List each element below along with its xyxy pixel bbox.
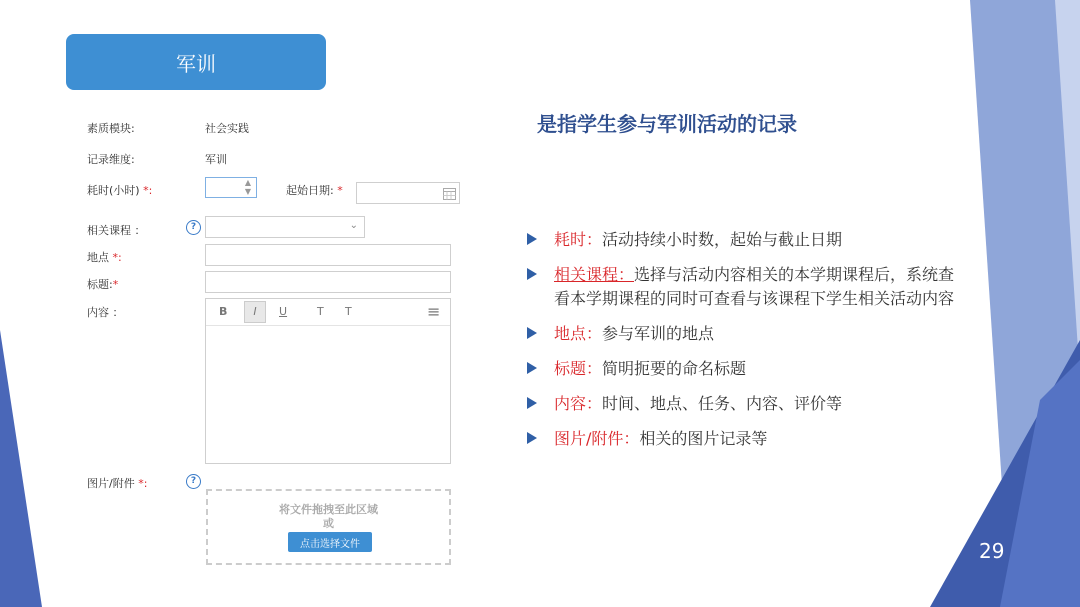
- stepper-down-icon[interactable]: ▼: [244, 187, 251, 196]
- drop-or-text: 或: [323, 517, 334, 530]
- italic-button[interactable]: I: [244, 301, 266, 323]
- menu-icon[interactable]: ≡: [427, 302, 441, 321]
- chevron-down-icon: ⌄: [349, 220, 358, 231]
- underline-button[interactable]: U: [279, 305, 288, 318]
- quality-module-label: 素质模块:: [87, 122, 135, 135]
- content-editor[interactable]: [205, 298, 451, 464]
- help-icon[interactable]: ?: [186, 220, 201, 235]
- start-date-input[interactable]: [356, 182, 460, 204]
- drop-instruction: 将文件拖拽至此区域: [279, 503, 378, 516]
- related-course-select[interactable]: [205, 216, 365, 238]
- font-size-decrease-button[interactable]: T: [345, 305, 352, 318]
- bullet-arrow-icon: [527, 432, 537, 444]
- editor-toolbar: [206, 299, 450, 326]
- bullet-arrow-icon: [527, 397, 537, 409]
- bullet-arrow-icon: [527, 268, 537, 280]
- slide-title: 军训: [66, 34, 326, 90]
- quality-module-value: 社会实践: [205, 122, 249, 135]
- list-item: 内容：时间、地点、任务、内容、评价等: [527, 392, 957, 416]
- record-dimension-value: 军训: [205, 153, 227, 166]
- hours-label: 耗时(小时) *:: [87, 184, 153, 197]
- title-label: 标题:*: [87, 278, 119, 291]
- content-label: 内容 ：: [87, 306, 124, 319]
- page-number: 29: [979, 539, 1005, 563]
- list-item: 地点：参与军训的地点: [527, 322, 957, 346]
- help-icon[interactable]: ?: [186, 474, 201, 489]
- bold-button[interactable]: B: [219, 305, 228, 318]
- stepper-up-icon[interactable]: ▲: [244, 178, 251, 187]
- list-item: 标题：简明扼要的命名标题: [527, 357, 957, 381]
- bullet-arrow-icon: [527, 233, 537, 245]
- hours-stepper[interactable]: [205, 177, 257, 198]
- related-course-label: 相关课程 ：: [87, 224, 146, 237]
- slide-heading: 是指学生参与军训活动的记录: [537, 112, 797, 136]
- attachments-label: 图片/附件 *:: [87, 477, 148, 490]
- required-mark: *:: [112, 251, 122, 264]
- start-date-label: 起始日期: *: [286, 184, 343, 197]
- required-mark: *:: [143, 184, 153, 197]
- record-dimension-label: 记录维度:: [87, 153, 135, 166]
- title-input[interactable]: [205, 271, 451, 293]
- location-input[interactable]: [205, 244, 451, 266]
- calendar-icon[interactable]: [443, 187, 456, 200]
- choose-file-button[interactable]: 点击选择文件: [288, 532, 372, 552]
- font-size-increase-button[interactable]: T: [317, 305, 324, 318]
- bullet-arrow-icon: [527, 362, 537, 374]
- file-drop-zone[interactable]: [206, 489, 451, 565]
- required-mark: *: [112, 278, 119, 291]
- required-mark: *: [337, 184, 343, 197]
- list-item: 图片/附件：相关的图片记录等: [527, 427, 957, 451]
- required-mark: *:: [138, 477, 148, 490]
- bullet-arrow-icon: [527, 327, 537, 339]
- list-item: 相关课程：选择与活动内容相关的本学期课程后，系统查看本学期课程的同时可查看与该课程下学生相关活动内容: [527, 263, 957, 311]
- bullet-list: [527, 228, 957, 462]
- location-label: 地点 *:: [87, 251, 122, 264]
- list-item: 耗时：活动持续小时数，起始与截止日期: [527, 228, 957, 252]
